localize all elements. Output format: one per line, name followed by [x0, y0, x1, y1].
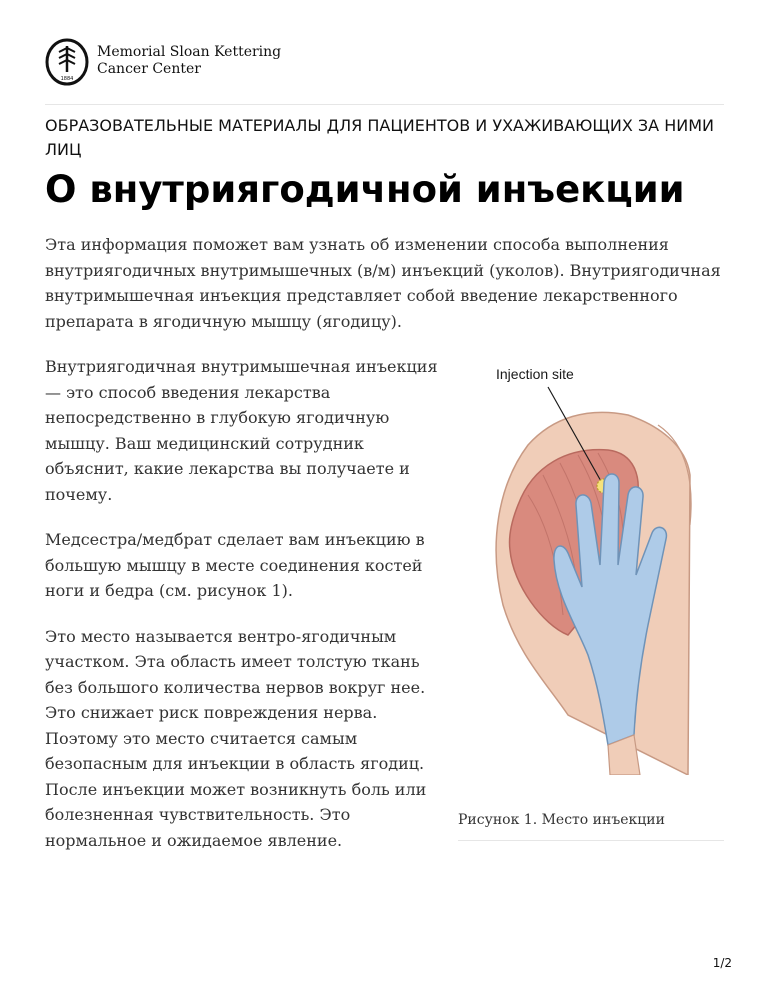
body-column — [45, 354, 440, 873]
body-paragraph-2: Медсестра/медбрат сделает вам инъекцию в большую мышцу в месте соединения костей ноги и бедра (см. рисунок 1). — [45, 530, 425, 600]
body-paragraph-3: Это место называется вентро-ягодичным участком. Эта область имеет толстую ткань без большого количества нервов вокруг нее. Это снижает риск повреждения нерва. Поэтому это место считается самым безопасным для инъекции в область ягодиц. После инъекции может возникнуть боль или болезненная чувствительность. Это нормальное и ожидаемое явление. — [45, 626, 427, 850]
audience-kicker: ОБРАЗОВАТЕЛЬНЫЕ МАТЕРИАЛЫ ДЛЯ ПАЦИЕНТОВ И УХАЖИВАЮЩИХ ЗА НИМИ ЛИЦ — [45, 116, 714, 159]
org-name — [97, 44, 281, 78]
logo-small-text: 1884 — [60, 76, 74, 82]
mskcc-logo-icon — [45, 38, 89, 86]
page-title: О внутриягодичной инъекции — [45, 168, 685, 211]
page-header — [45, 38, 724, 105]
org-name-line1: Memorial Sloan Kettering — [97, 44, 282, 60]
page-number: 1/2 — [712, 956, 732, 970]
figure-label: Injection site — [496, 366, 574, 382]
figure-injection-site — [458, 355, 724, 775]
org-name-line2: Cancer Center — [97, 61, 201, 77]
intro-paragraph: Эта информация поможет вам узнать об изменении способа выполнения внутриягодичных внутримышечных (в/м) инъекций (уколов). Внутриягодичная внутримышечная инъекция представляет собой введение лекарственного препарата в ягодичную мышцу (ягодицу). — [45, 235, 721, 331]
figure-caption: Рисунок 1. Место инъекции — [458, 810, 724, 841]
body-paragraph-1: Внутриягодичная внутримышечная инъекция — это способ введения лекарства непосредственно в глубокую ягодичную мышцу. Ваш медицинский сотрудник объяснит, какие лекарства вы получаете и почему. — [45, 357, 438, 504]
injection-site-illustration — [458, 355, 724, 775]
